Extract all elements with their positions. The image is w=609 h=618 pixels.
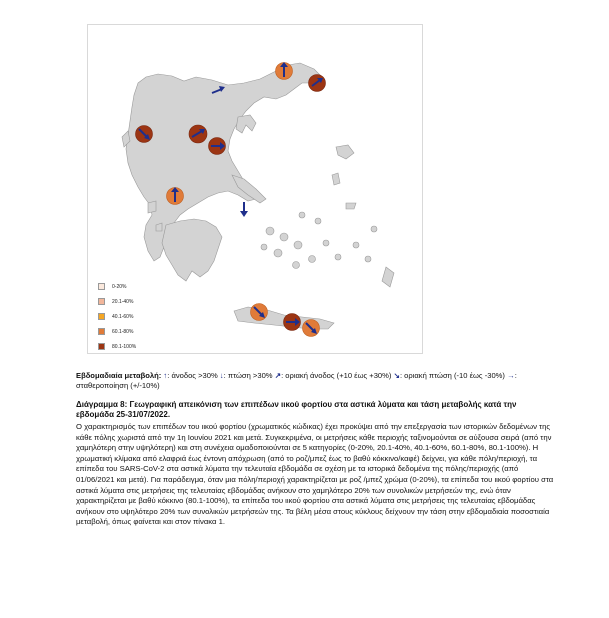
legend-label: 20.1-40% bbox=[112, 298, 134, 305]
greece-map-svg bbox=[88, 25, 424, 355]
marker-patra bbox=[167, 187, 184, 205]
marker-alexandroupoli bbox=[276, 62, 293, 80]
arrow-up-icon: ↑ bbox=[163, 371, 168, 380]
figure-caption: Διάγραμμα 8: Γεωγραφική απεικόνιση των επιπέδων ιικού φορτίου στα αστικά λύματα και τάση μεταβολής κατά την εβδομάδα 25-31/07/2022. bbox=[76, 400, 517, 419]
legend-swatch bbox=[98, 343, 105, 350]
weekly-change-slight-up: : οριακή άνοδος (+10 έως +30%) bbox=[281, 371, 392, 380]
weekly-change-down: : πτώση >30% bbox=[223, 371, 273, 380]
marker-orestiada bbox=[309, 75, 326, 92]
legend-item bbox=[98, 294, 136, 309]
chalkidiki bbox=[236, 115, 256, 133]
marker-kozani bbox=[136, 126, 153, 143]
weekly-change-title: Εβδομαδιαία μεταβολή: bbox=[76, 371, 162, 380]
legend-item bbox=[98, 339, 136, 354]
marker-agios-nikolaos bbox=[303, 320, 320, 337]
legend-swatch bbox=[98, 313, 105, 320]
lesvos bbox=[336, 145, 354, 159]
weekly-change-up: : άνοδος >30% bbox=[167, 371, 218, 380]
arrow-down-icon: ↓ bbox=[219, 371, 224, 380]
chios bbox=[332, 173, 340, 185]
marker-larissa bbox=[209, 138, 226, 155]
legend-label: 80.1-100% bbox=[112, 343, 137, 350]
greece-map bbox=[87, 24, 423, 354]
arrow-down-right-icon: ↘ bbox=[393, 371, 400, 380]
map-legend bbox=[98, 279, 136, 354]
legend-label: 0-20% bbox=[112, 283, 127, 290]
weekly-change-legend bbox=[76, 371, 556, 391]
peloponnese bbox=[162, 219, 222, 281]
marker-athens bbox=[240, 202, 248, 217]
body-paragraph: Ο χαρακτηρισμός των επιπέδων του ιικού φορτίου (χρωματικός κώδικας) έχει προκύψει από την επεξεργασία των ιστορικών δεδομένων της κάθε πόλης χωριστά από την 1η Ιουνίου 2021 και μετά. Συγκεκριμένα, οι μετρήσεις κάθε περιοχής ταξινομούνται σε αύξουσα σειρά (από την χαμηλότερη στην υψηλότερη) και στη συνέχεια ομαδοποιούνται σε 5 κατηγορίες (0-20%, 20.1-40%, 40.1-60%, 60.1-80%, 80.1-100%). Η χρωματική κλίμακα από ελαφριά έως έντονη απόχρωση (από το ροζ/μπεζ έως το βαθύ κόκκινο/καφέ) δείχνει, για κάθε πόλη/περιοχή, τα επίπεδα του SARS-CoV-2 στα αστικά λύματα την τελευταία εβδομάδα σε σχέση με τα ιστορικά δεδομένα της πόλης/περιοχής (από 01/06/2021 και μετά). Για παράδειγμα, όταν μια πόλη/περιοχή χαρακτηρίζεται με ροζ /μπεζ χρώμα (0-20%), τα επίπεδα του ιικού φορτίου στα αστικά λύματα στις μετρήσεις της τελευταίας εβδομάδας ανήκουν στο χαμηλότερο 20% των συνολικών μετρήσεών της, ενώ όταν χαρακτηρίζεται με βαθύ κόκκινο (80.1-100%), τα επίπεδα του ιικού φορτίου στα αστικά λύματα στις μετρήσεις της τελευταίας εβδομάδας ανήκουν στο υψηλότερο 20% των συνολικών μετρήσεών της. Τα βέλη μέσα στους κύκλους δείχνουν την τάση στην εβδομαδιαία ποσοστιαία μεταβολή, όπως φαίνεται και στον πίνακα 1. bbox=[76, 422, 554, 527]
marker-thessaloniki bbox=[189, 125, 207, 143]
arrow-right-icon: → bbox=[507, 371, 515, 380]
marker-chania bbox=[251, 304, 268, 321]
kefalonia bbox=[148, 201, 156, 213]
weekly-change-stable: : σταθεροποίηση (+/-10%) bbox=[76, 371, 517, 390]
cyclades bbox=[261, 212, 377, 269]
marker-heraklion bbox=[284, 314, 301, 331]
legend-swatch bbox=[98, 283, 105, 290]
legend-item bbox=[98, 279, 136, 294]
legend-swatch bbox=[98, 328, 105, 335]
legend-item bbox=[98, 324, 136, 339]
legend-swatch bbox=[98, 298, 105, 305]
samos bbox=[346, 203, 356, 209]
mainland-greece bbox=[126, 63, 322, 261]
arrow-up-right-icon: ↗ bbox=[274, 371, 282, 380]
legend-item bbox=[98, 309, 136, 324]
weekly-change-slight-down: : οριακή πτώση (-10 έως bbox=[399, 371, 483, 380]
legend-label: 60.1-80% bbox=[112, 328, 134, 335]
legend-label: 40.1-60% bbox=[112, 313, 134, 320]
rhodes bbox=[382, 267, 394, 287]
weekly-change-slight-down-cont: -30%) bbox=[484, 371, 505, 380]
